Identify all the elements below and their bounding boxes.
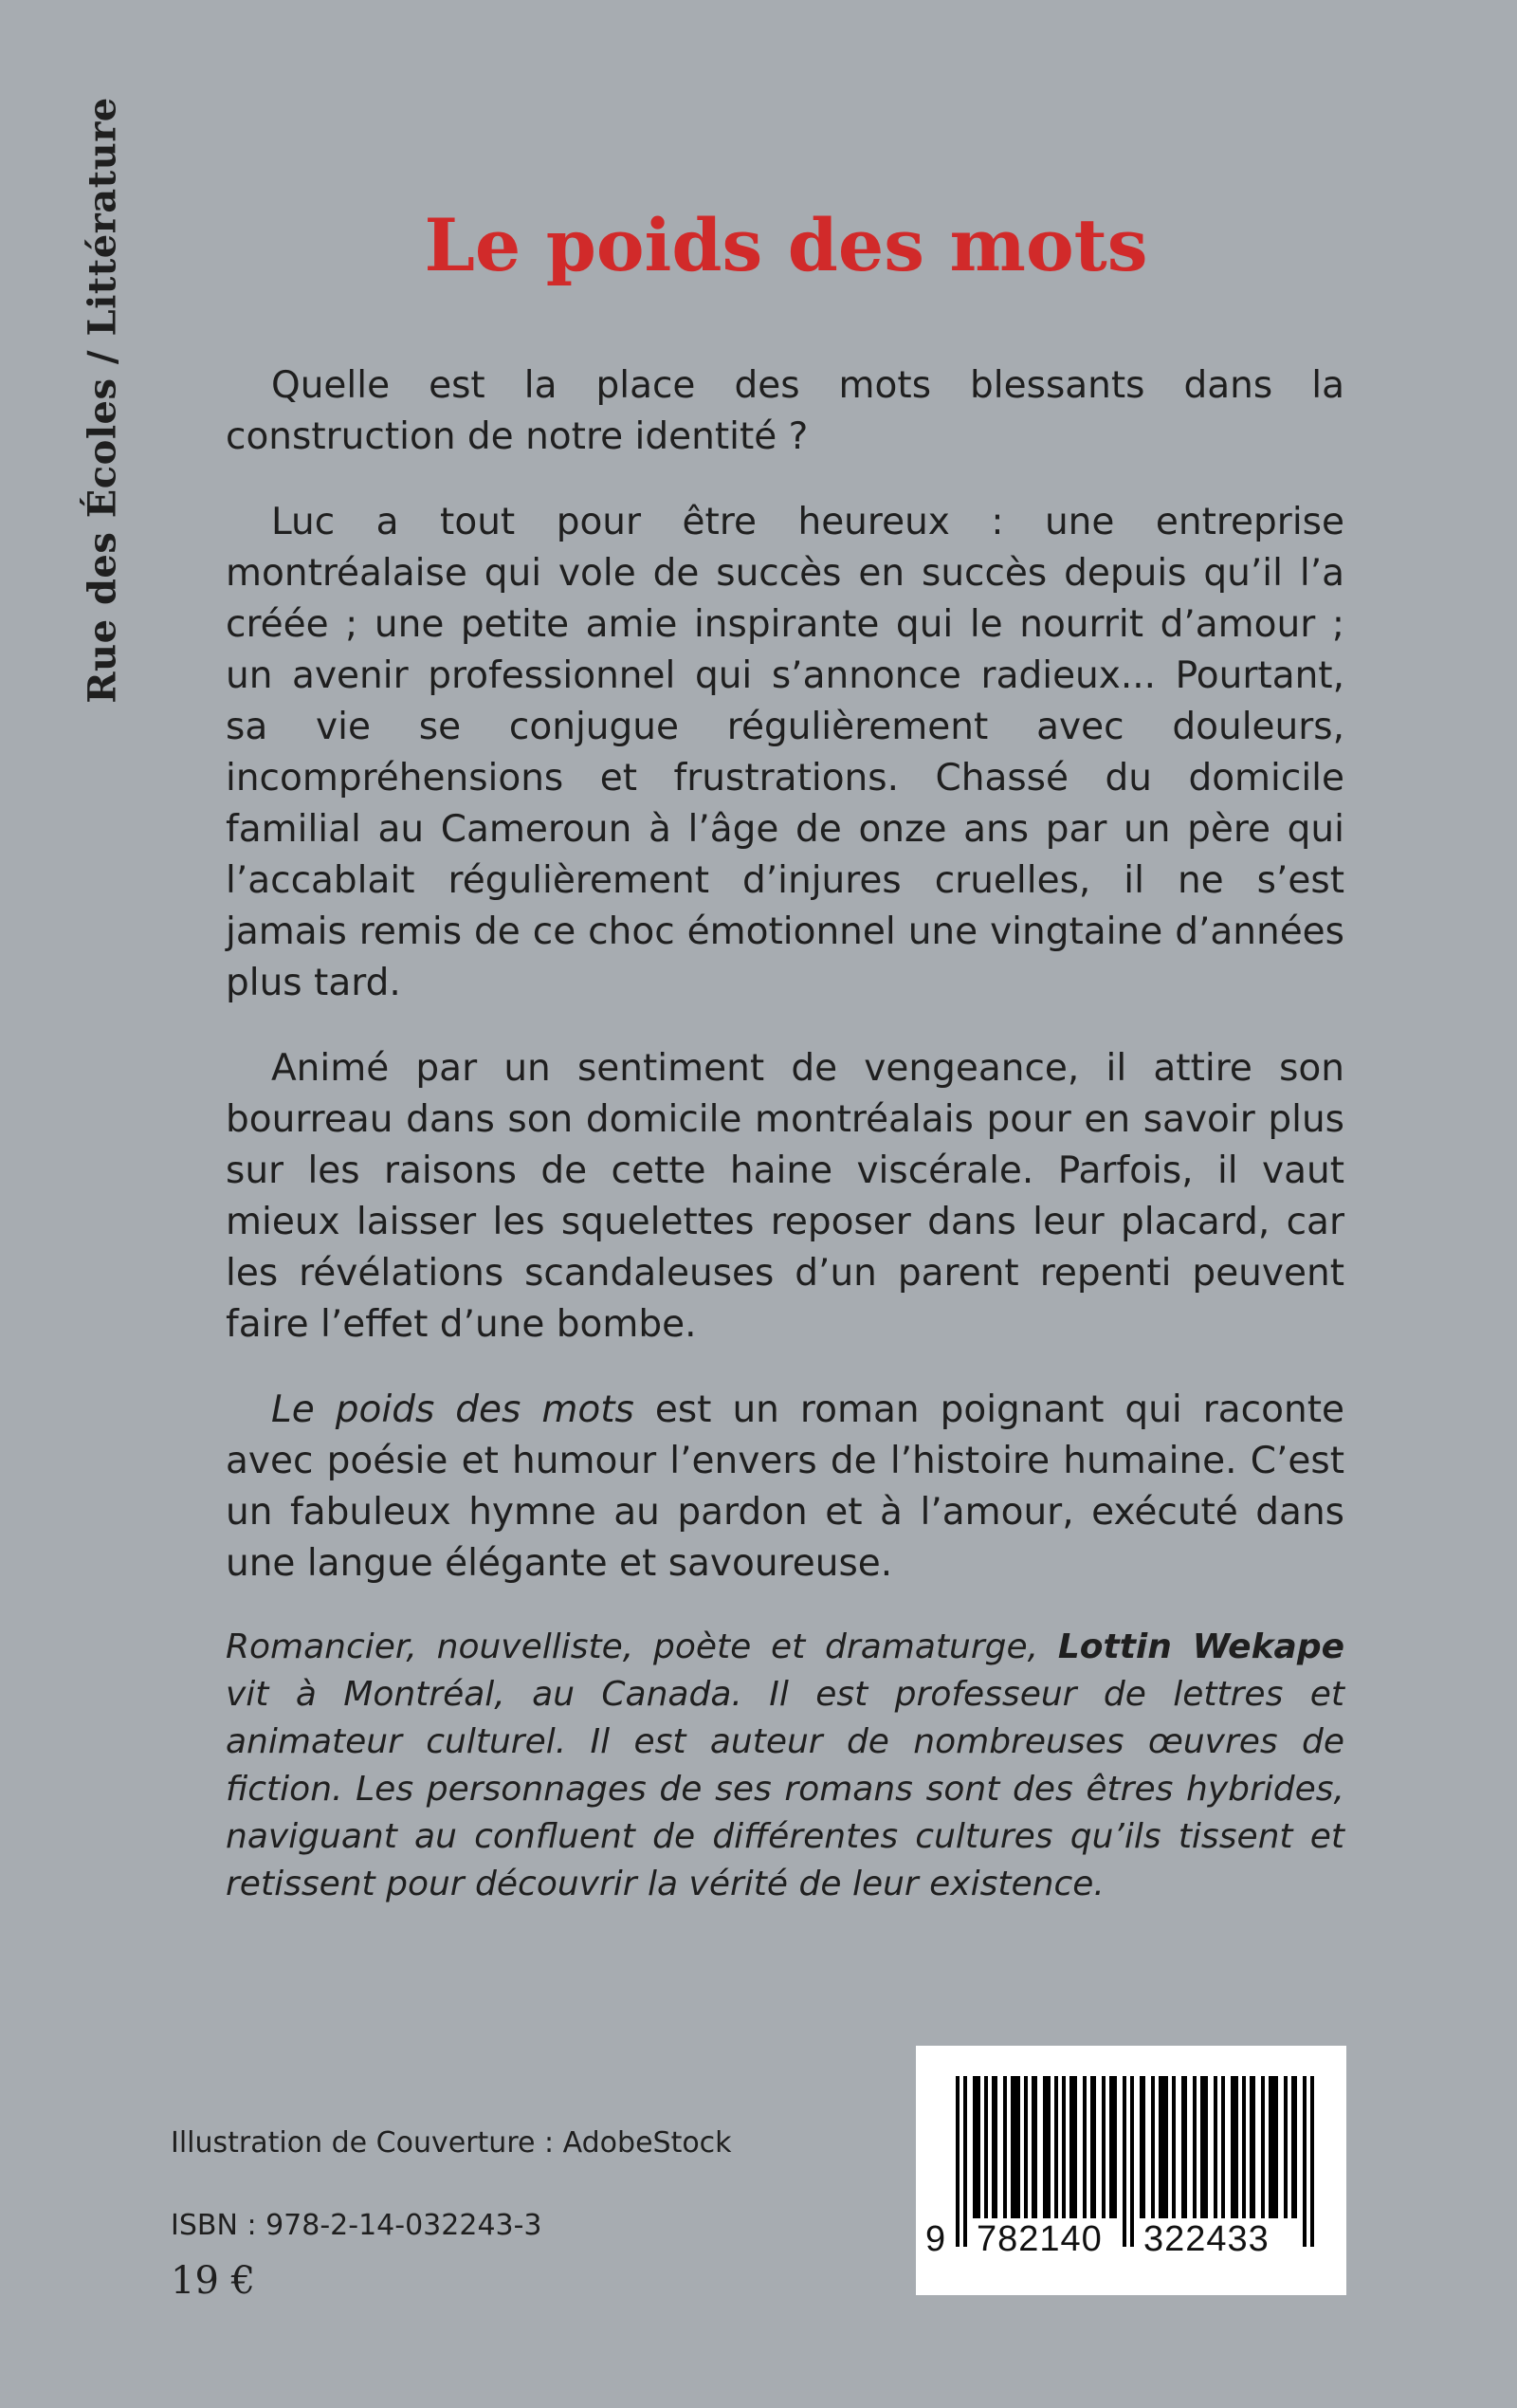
author-bio-lead: Romancier, nouvelliste, poète et dramaturge, <box>226 1627 1058 1666</box>
collection-name: Rue des Écoles / Littérature <box>80 97 125 704</box>
author-bio-text: vit à Montréal, au Canada. Il est professeur de lettres et animateur culturel. Il est auteur de nombreuses œuvres de fiction. Les personnages de ses romans sont des êtres hybrides, naviguant au confluent de différentes cultures qu’ils tissent et retissent pour découvrir la vérité de leur existence. <box>226 1675 1344 1903</box>
illustration-credit: Illustration de Couverture : AdobeStock <box>171 2126 732 2160</box>
barcode <box>916 2046 1346 2295</box>
blurb-paragraph-1: Quelle est la place des mots blessants dans la construction de notre identité ? <box>226 364 1344 458</box>
spine-label <box>74 97 131 704</box>
barcode-number <box>916 2219 1346 2267</box>
price: 19 € <box>171 2259 256 2303</box>
author-bio <box>226 1624 1344 1908</box>
barcode-left-group: 782140 <box>977 2219 1103 2259</box>
book-title: Le poids des mots <box>424 202 1148 287</box>
blurb-paragraph-2: Luc a tout pour être heureux : une entreprise montréalaise qui vole de succès en succès depuis qu’il l’a créée ; une petite amie inspirante qui le nourrit d’amour ; un avenir professionnel qui s’annonce radieux... Pourtant, sa vie se conjugue régulièrement avec douleurs, incompréhensions et frustrations. Chassé du domicile familial au Cameroun à l’âge de onze ans par un père qui l’accablait régulièrement d’injures cruelles, il ne s’est jamais remis de ce choc émotionnel une vingtaine d’années plus tard. <box>226 501 1344 1004</box>
blurb-title-reference: Le poids des mots <box>271 1388 634 1431</box>
back-cover-blurb <box>226 360 1344 1942</box>
blurb-paragraph-3: Animé par un sentiment de vengeance, il attire son bourreau dans son domicile montréalais pour en savoir plus sur les raisons de cette haine viscérale. Parfois, il vaut mieux laisser les squelettes reposer dans leur placard, car les révélations scandaleuses d’un parent repenti peuvent faire l’effet d’une bombe. <box>226 1047 1344 1346</box>
barcode-first-digit: 9 <box>925 2219 947 2259</box>
isbn: ISBN : 978-2-14-032243-3 <box>171 2209 542 2242</box>
blurb-paragraph-4 <box>226 1385 1344 1590</box>
author-name: Lottin Wekape <box>1057 1627 1344 1666</box>
blurb-paragraph-4-text: est un roman poignant qui raconte avec poésie et humour l’envers de l’histoire humaine. C’est un fabuleux hymne au pardon et à l’amour, exécuté dans une langue élégante et savoureuse. <box>226 1388 1344 1585</box>
barcode-right-group: 322433 <box>1143 2219 1270 2259</box>
